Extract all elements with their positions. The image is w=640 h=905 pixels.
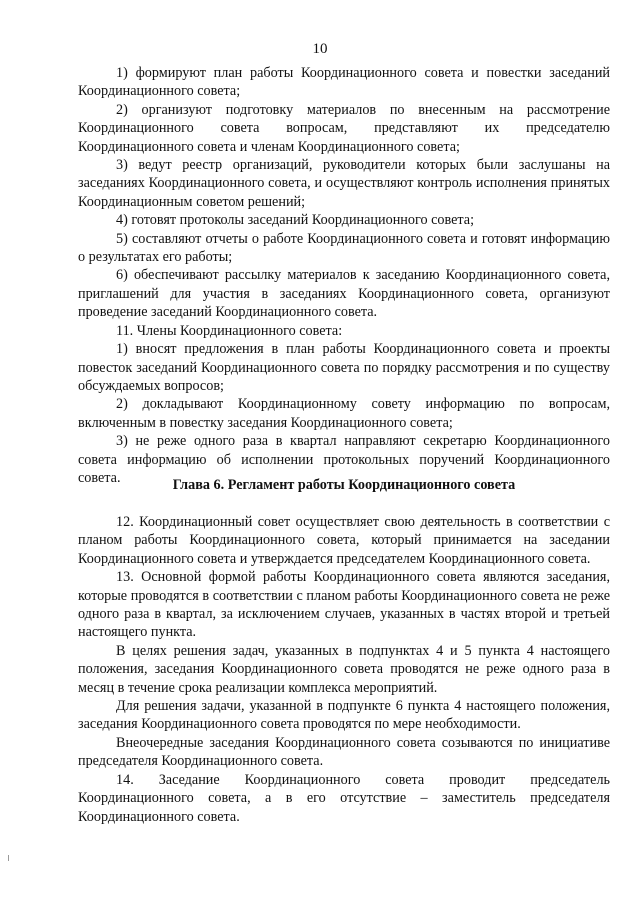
paragraph-clause-13: 13. Основной формой работы Координационного совета являются заседания, которые проводятся в соответствии с планом работы Координационного совета не реже одного раза в квартал, за исключением случаев, указанных в частях второй и третьей настоящего пункта. [78,569,610,641]
top-text-block [78,64,610,487]
paragraph-clause-13-part-2: В целях решения задач, указанных в подпунктах 4 и 5 пункта 4 настоящего положения, заседания Координационного совета проводятся не реже одного раза в месяц в течение срока реализации комплекса мероприятий. [78,642,610,696]
paragraph-secretariat-item-1: 1) формируют план работы Координационного совета и повестки заседаний Координационного совета; [78,65,610,100]
paragraph-secretariat-item-5: 5) составляют отчеты о работе Координационного совета и готовят информацию о результатах его работы; [78,230,610,266]
paragraph-clause-11: 11. Члены Координационного совета: [116,322,343,339]
paragraph-secretariat-item-4: 4) готовят протоколы заседаний Координационного совета; [116,212,475,229]
bottom-text-block [78,513,610,826]
paragraph-members-item-1: 1) вносят предложения в план работы Координационного совета и проекты повесток заседаний Координационного совета по порядку рассмотрения и по существу обсуждаемых вопросов; [78,341,610,394]
paragraph-clause-14: 14. Заседание Координационного совета проводит председатель Координационного совета, а в его отсутствие – заместитель председателя Координационного совета. [78,771,610,825]
page-number: 10 [312,41,328,57]
paragraph-secretariat-item-3: 3) ведут реестр организаций, руководители которых были заслушаны на заседаниях Координационного совета, и осуществляют контроль исполнения принятых Координационным советом решений; [78,157,610,210]
scan-artifact-mark [8,855,9,861]
paragraph-clause-13-part-4: Внеочередные заседания Координационного совета созываются по инициативе председателя Координационного совета. [78,734,610,770]
paragraph-clause-13-part-3: Для решения задачи, указанной в подпункте 6 пункта 4 настоящего положения, заседания Координационного совета проводятся по мере необходимости. [78,698,610,733]
chapter-heading: Глава 6. Регламент работы Координационного совета [172,477,516,493]
paragraph-members-item-3: 3) не реже одного раза в квартал направляют секретарю Координационного совета информацию об исполнении протокольных поручений Координационного совета. [78,433,610,486]
paragraph-members-item-2: 2) докладывают Координационному совету информацию по вопросам, включенным в повестку заседания Координационного совета; [78,396,610,431]
paragraph-secretariat-item-6: 6) обеспечивают рассылку материалов к заседанию Координационного совета, приглашений для участия в заседаниях Координационного совета, организуют проведение заседаний Координационного совета. [78,267,610,321]
paragraph-clause-12: 12. Координационный совет осуществляет свою деятельность в соответствии с планом работы Координационного совета, который принимается на заседании Координационного совета и утверждается председателем Координационного совета. [78,514,610,567]
paragraph-secretariat-item-2: 2) организуют подготовку материалов по внесенным на рассмотрение Координационного совета вопросам, представляют их председателю Координационного совета и членам Координационного совета; [78,101,610,155]
